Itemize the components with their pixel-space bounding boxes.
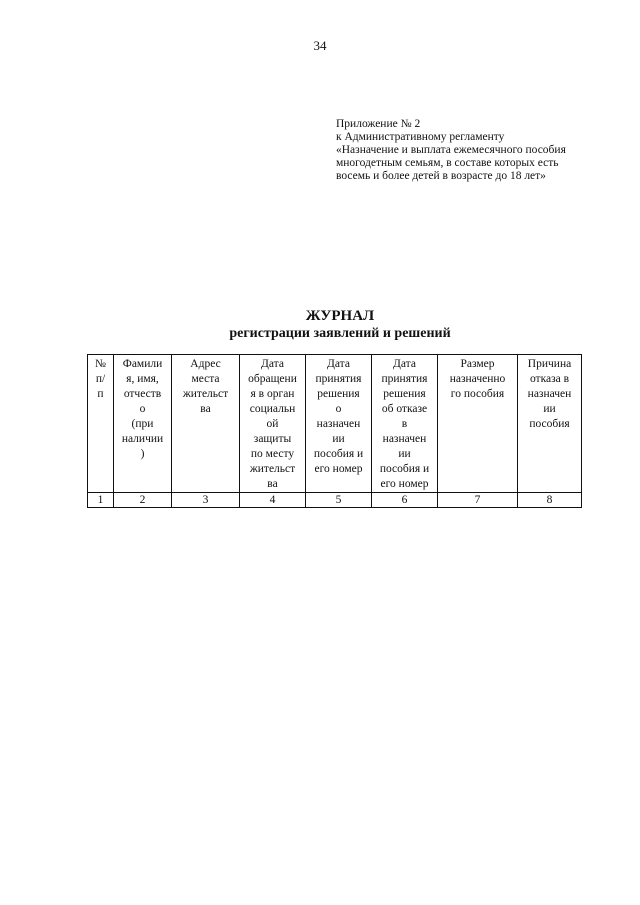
column-number: 2	[114, 493, 172, 508]
column-header-benefit-amount: Размер назначенно го пособия	[438, 355, 518, 493]
column-number: 6	[372, 493, 438, 508]
appendix-note	[336, 118, 636, 183]
journal-subtitle: регистрации заявлений и решений	[229, 326, 451, 341]
appendix-line: многодетным семьям, в составе которых есть	[336, 157, 559, 169]
page-number: 34	[313, 38, 327, 53]
table-row	[88, 493, 582, 508]
journal-table	[87, 354, 582, 508]
column-number: 1	[88, 493, 114, 508]
table-header-row	[88, 355, 582, 493]
column-number: 4	[240, 493, 306, 508]
appendix-line: к Административному регламенту	[336, 131, 505, 143]
column-number: 3	[172, 493, 240, 508]
column-header-application-date: Дата обращени я в орган социальн ой защиты по месту жительст ва	[240, 355, 306, 493]
appendix-line: Приложение № 2	[336, 118, 421, 130]
column-header-refusal-decision: Дата принятия решения об отказе в назначен ии пособия и его номер	[372, 355, 438, 493]
column-header-full-name: Фамили я, имя, отчеств о (при наличии )	[114, 355, 172, 493]
appendix-line: восемь и более детей в возрасте до 18 лет»	[336, 170, 546, 182]
appendix-line: «Назначение и выплата ежемесячного пособия	[336, 144, 566, 156]
column-header-address: Адрес места жительст ва	[172, 355, 240, 493]
column-header-refusal-reason: Причина отказа в назначен ии пособия	[518, 355, 582, 493]
column-number: 5	[306, 493, 372, 508]
journal-title: ЖУРНАЛ	[305, 308, 375, 324]
column-header-number: № п/ п	[88, 355, 114, 493]
column-number: 7	[438, 493, 518, 508]
column-number: 8	[518, 493, 582, 508]
column-header-approval-decision: Дата принятия решения о назначен ии пособия и его номер	[306, 355, 372, 493]
